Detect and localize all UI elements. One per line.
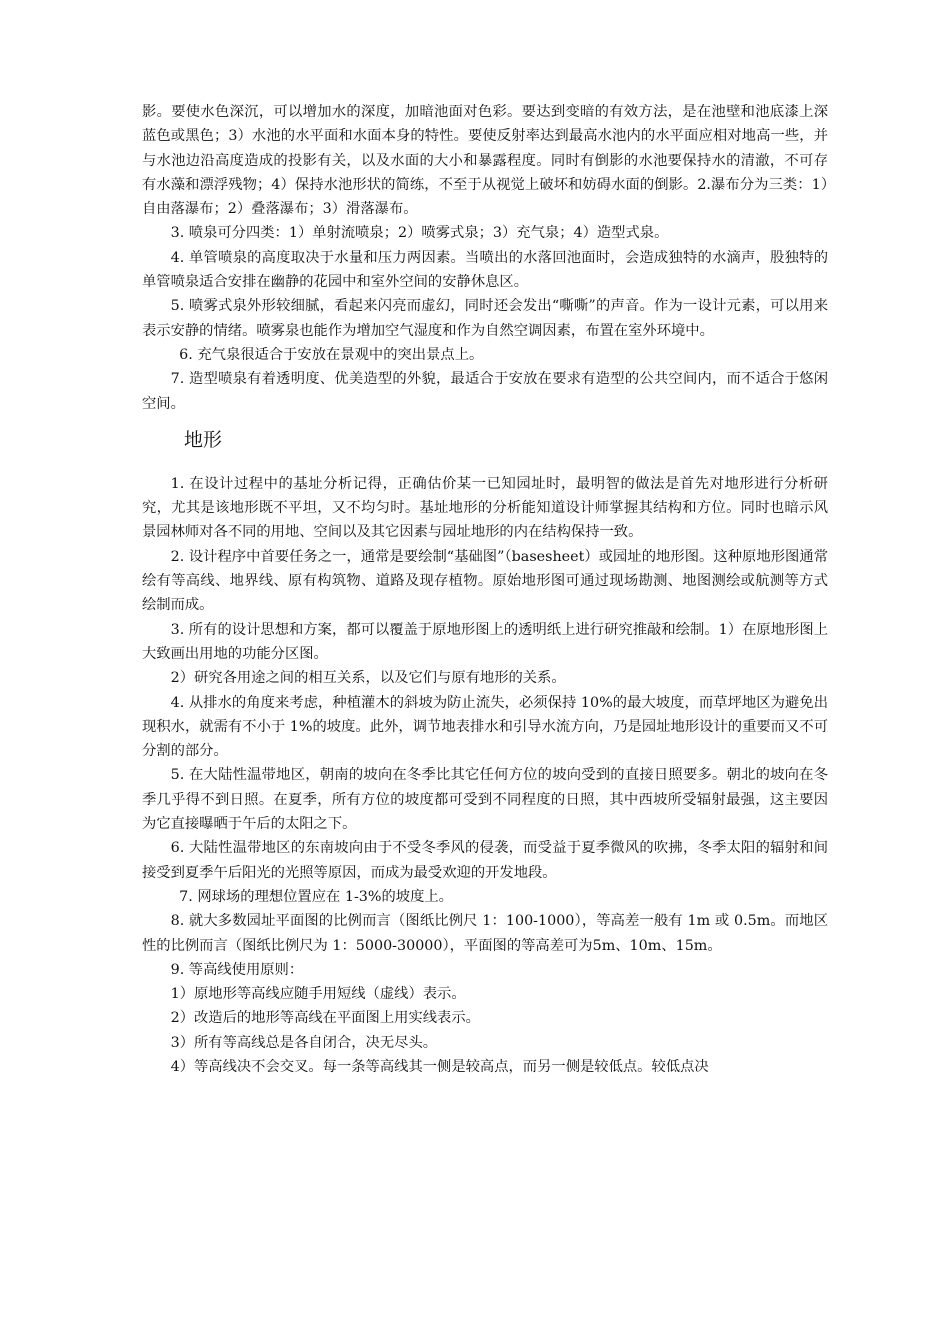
section-heading-terrain: 地形 (184, 428, 223, 451)
paragraph-terrain-7: 7. 网球场的理想位置应在 1-3%的坡度上。 (179, 888, 453, 905)
paragraph-terrain-1: 1. 在设计过程中的基址分析记得，正确估价某一已知园址时，最明智的做法是首先对地形进行分析研究，尤其是该地形既不平坦，又不均匀时。基址地形的分析能知道设计师掌握其结构和方位。同时也暗示风景园林师对各不同的用地、空间以及其它因素与园址地形的内在结构保持一致。 (142, 475, 828, 541)
paragraph-fountain-types: 3. 喷泉可分四类：1）单射流喷泉；2）喷雾式泉；3）充气泉；4）造型式泉。 (170, 225, 669, 242)
paragraph-terrain-8: 8. 就大多数园址平面图的比例而言（图纸比例尺 1：100-1000），等高差一般有 1m 或 0.5m。而地区性的比例而言（图纸比例尺为 1：5000-30000），平面图的等高差可为5m、10m、15m。 (142, 913, 828, 954)
paragraph-terrain-9: 9. 等高线使用原则： (170, 961, 304, 978)
paragraph-water-continued: 影。要使水色深沉，可以增加水的深度，加暗池面对色彩。要达到变暗的有效方法，是在池壁和池底漆上深蓝色或黑色；3）水池的水平面和水面本身的特性。要使反射率达到最高水池内的水平面应相对地高一些，并与水池边沿高度造成的投影有关，以及水面的大小和暴露程度。同时有倒影的水池要保持水的清澈，不可存有水藻和漂浮残物；4）保持水池形状的简练，不至于从视觉上破坏和妨碍水面的倒影。2.瀑布分为三类：1）自由落瀑布；2）叠落瀑布；3）滑落瀑布。 (142, 104, 828, 218)
paragraph-terrain-3b: 2）研究各用途之间的相互关系，以及它们与原有地形的关系。 (170, 670, 566, 687)
paragraph-terrain-5: 5. 在大陆性温带地区，朝南的坡向在冬季比其它任何方位的坡向受到的直接日照要多。朝北的坡向在冬季几乎得不到日照。在夏季，所有方位的坡度都可受到不同程度的日照，其中西坡所受辐射最强，这主要因为它直接曝晒于午后的太阳之下。 (142, 767, 828, 833)
paragraph-terrain-4: 4. 从排水的角度来考虑，种植灌木的斜坡为防止流失，必须保持 10%的最大坡度，而草坪地区为避免出现积水，就需有不小于 1%的坡度。此外，调节地表排水和引导水流方向，乃是园址地形设计的重要而又不可分割的部分。 (142, 694, 828, 760)
list-item-contour-3: 3）所有等高线总是各自闭合，决无尽头。 (170, 1034, 438, 1051)
paragraph-mist-fountain: 5. 喷雾式泉外形较细腻，看起来闪亮而虚幻，同时还会发出“嘶嘶”的声音。作为一设计元素，可以用来表示安静的情绪。喷雾泉也能作为增加空气湿度和作为自然空调因素，布置在室外环境中。 (142, 298, 828, 339)
paragraph-single-jet-fountain: 4. 单管喷泉的高度取决于水量和压力两因素。当喷出的水落回池面时，会造成独特的水滴声，股独特的单管喷泉适合安排在幽静的花园中和室外空间的安静休息区。 (142, 249, 828, 291)
list-item-contour-2: 2）改造后的地形等高线在平面图上用实线表示。 (170, 1010, 480, 1027)
paragraph-terrain-3: 3. 所有的设计思想和方案，都可以覆盖于原地形图上的透明纸上进行研究推敲和绘制。1）在原地形图上大致画出用地的功能分区图。 (142, 621, 828, 662)
document-page (142, 100, 828, 1079)
paragraph-sculptural-fountain: 7. 造型喷泉有着透明度、优美造型的外貌，最适合于安放在要求有造型的公共空间内，而不适合于悠闲空间。 (142, 371, 828, 412)
paragraph-terrain-6: 6. 大陆性温带地区的东南坡向由于不受冬季风的侵袭，而受益于夏季微风的吹拂，冬季太阳的辐射和间接受到夏季午后阳光的光照等原因，而成为最受欢迎的开发地段。 (142, 840, 828, 881)
list-item-contour-4: 4）等高线决不会交叉。每一条等高线其一侧是较高点，而另一侧是较低点。较低点决 (170, 1058, 709, 1075)
list-item-contour-1: 1）原地形等高线应随手用短线（虚线）表示。 (170, 986, 466, 1003)
paragraph-aerated-fountain: 6. 充气泉很适合于安放在景观中的突出景点上。 (179, 346, 484, 363)
paragraph-terrain-2: 2. 设计程序中首要任务之一，通常是要绘制“基础图”（basesheet）或园址的地形图。这种原地形图通常绘有等高线、地界线、原有构筑物、道路及现存植物。原始地形图可通过现场勘测、地图测绘或航测等方式绘制而成。 (142, 548, 828, 614)
